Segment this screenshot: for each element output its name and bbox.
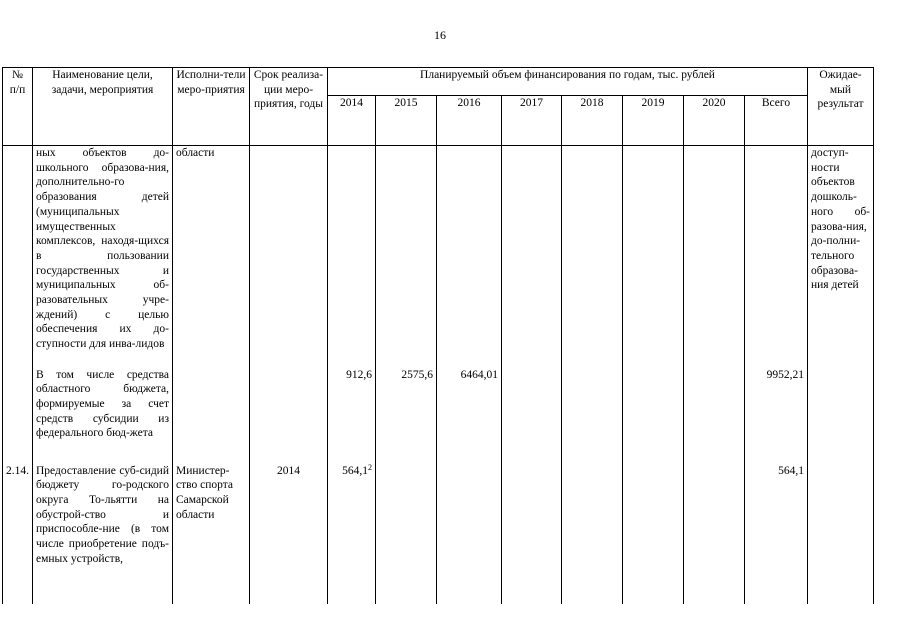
header-total: Всего <box>745 96 808 146</box>
value-2015: 2575,6 <box>376 368 437 464</box>
value-total: 9952,21 <box>745 368 808 464</box>
value-2019 <box>623 146 684 368</box>
header-executor: Исполни-тели меро-приятия <box>173 68 250 146</box>
value-2016 <box>437 146 502 368</box>
value-2014 <box>328 146 376 368</box>
footnote-marker: 2 <box>368 462 372 472</box>
value-2017 <box>502 464 562 604</box>
value-2018 <box>562 146 623 368</box>
header-year-2015: 2015 <box>376 96 437 146</box>
header-year-2019: 2019 <box>623 96 684 146</box>
value-2020 <box>684 464 745 604</box>
value-2014 <box>328 464 376 604</box>
value-2018 <box>562 368 623 464</box>
value-2016: 6464,01 <box>437 368 502 464</box>
row-result: доступ-ности объектов дошколь-ного об-разова-ния, до-полни-тельного образова-ния детей <box>808 146 874 368</box>
value-total: 564,1 <box>745 464 808 604</box>
value-2015 <box>376 464 437 604</box>
header-funding: Планируемый объем финансирования по годам, тыс. рублей <box>328 68 808 96</box>
value-2018 <box>562 464 623 604</box>
page-number: 16 <box>434 28 446 42</box>
row-executor: Министер-ство спорта Самарской области <box>173 464 250 604</box>
value-2019 <box>623 464 684 604</box>
table-row <box>3 368 874 464</box>
header-num: № п/п <box>3 68 33 146</box>
row-result <box>808 464 874 604</box>
row-result <box>808 368 874 464</box>
header-year-2018: 2018 <box>562 96 623 146</box>
row-executor: области <box>173 146 250 368</box>
header-term: Срок реализа-ции меро-приятия, годы <box>250 68 328 146</box>
row-name: Предоставление суб-сидий бюджету го-родского округа То-льятти на обустрой-ство и приспособле-ние (в том числе приобретение подъ-емных устройств, <box>33 464 173 604</box>
value-2014: 912,6 <box>328 368 376 464</box>
table-row <box>3 464 874 604</box>
header-year-2017: 2017 <box>502 96 562 146</box>
row-executor <box>173 368 250 464</box>
value-2019 <box>623 368 684 464</box>
row-num <box>3 368 33 464</box>
value-2020 <box>684 368 745 464</box>
row-name: ных объектов до-школьного образова-ния, дополнительно-го образования детей (муниципальных имущественных комплексов, находя-щихся в пользовании государственных и муниципальных об-разовательных учре-ждений) с целью обеспечения их до-ступности для инва-лидов <box>33 146 173 368</box>
value-2015 <box>376 146 437 368</box>
value-2016 <box>437 464 502 604</box>
value-2017 <box>502 368 562 464</box>
row-term: 2014 <box>250 464 328 604</box>
value-2017 <box>502 146 562 368</box>
header-year-2016: 2016 <box>437 96 502 146</box>
row-term <box>250 368 328 464</box>
value-2014-amount: 564,1 <box>342 464 368 477</box>
value-2020 <box>684 146 745 368</box>
table-row <box>3 146 874 368</box>
row-num <box>3 146 33 368</box>
row-num: 2.14. <box>3 464 33 604</box>
header-year-2014: 2014 <box>328 96 376 146</box>
header-name: Наименование цели, задачи, мероприятия <box>33 68 173 146</box>
header-result: Ожидае-мый результат <box>808 68 874 146</box>
financing-table <box>2 67 874 604</box>
row-name: В том числе средства областного бюджета, формируемые за счет средств субсидии из федерального бюд-жета <box>33 368 173 464</box>
header-year-2020: 2020 <box>684 96 745 146</box>
row-term <box>250 146 328 368</box>
value-total <box>745 146 808 368</box>
